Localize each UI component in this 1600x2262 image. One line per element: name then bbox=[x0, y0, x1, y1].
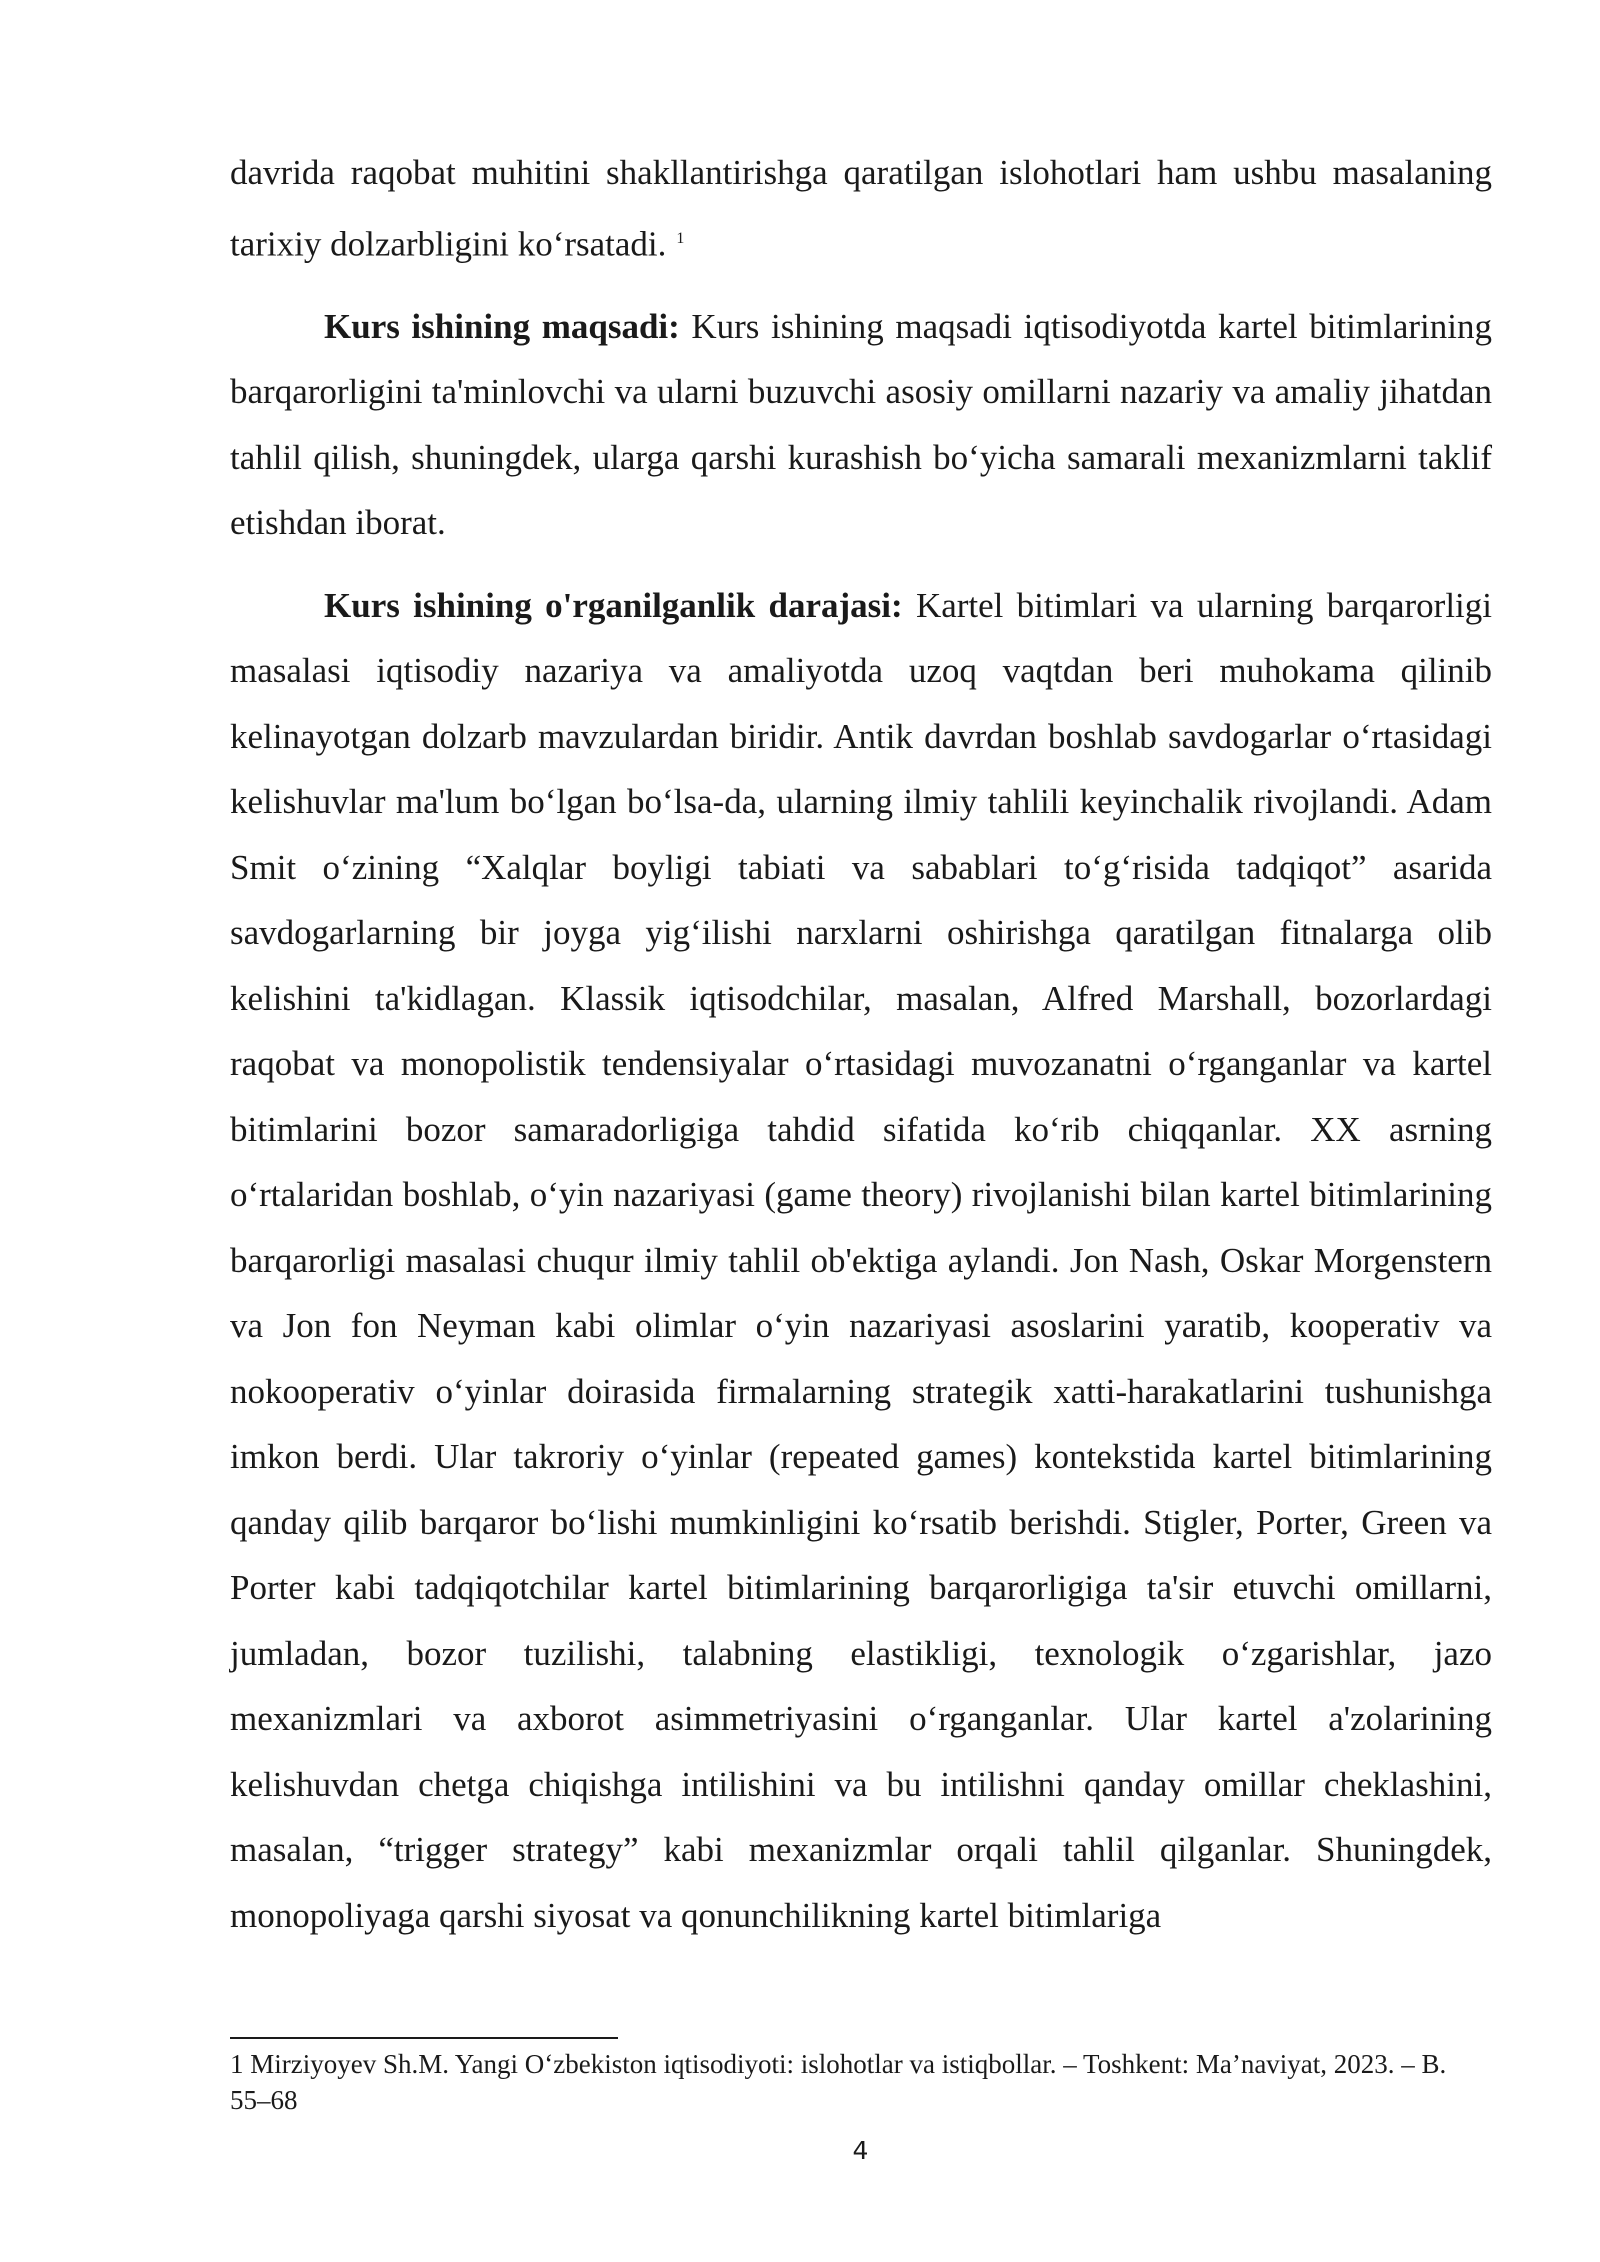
paragraph-continuation bbox=[230, 140, 1492, 277]
paragraph-text: Kurs ishining maqsadi iqtisodiyotda kartel bitimlarining barqarorligini ta'minlovchi va ularni buzuvchi asosiy omillarni nazariy va amaliy jihatdan tahlil qilish, shuningdek, ularga qarshi kurashish bo‘yicha samarali mexanizmlarni taklif etishdan iborat. bbox=[230, 306, 1492, 543]
paragraph-goal bbox=[230, 294, 1492, 556]
paragraph-text: Kartel bitimlari va ularning barqarorligi masalasi iqtisodiy nazariya va amaliyotda uzoq vaqtdan beri muhokama qilinib kelinayotgan dolzarb mavzulardan biridir. Antik davrdan boshlab savdogarlar o‘rtasidagi kelishuvlar ma'lum bo‘lgan bo‘lsa-da, ularning ilmiy tahlili keyinchalik rivojlandi. Adam Smit o‘zining “Xalqlar boyligi tabiati va sabablari to‘g‘risida tadqiqot” asarida savdogarlarning bir joyga yig‘ilishi narxlarni oshirishga qaratilgan fitnalarga olib kelishini ta'kidlagan. Klassik iqtisodchilar, masalan, Alfred Marshall, bozorlardagi raqobat va monopolistik tendensiyalar o‘rtasidagi muvozanatni o‘rganganlar va kartel bitimlarini bozor samaradorligiga tahdid sifatida ko‘rib chiqqanlar. XX asrning o‘rtalaridan boshlab, o‘yin nazariyasi (game theory) rivojlanishi bilan kartel bitimlarining barqarorligi masalasi chuqur ilmiy tahlil ob'ektiga aylandi. Jon Nash, Oskar Morgenstern va Jon fon Neyman kabi olimlar o‘yin nazariyasi asoslarini yaratib, kooperativ va nokooperativ o‘yinlar doirasida firmalarning strategik xatti-harakatlarini tushunishga imkon berdi. Ular takroriy o‘yinlar (repeated games) kontekstida kartel bitimlarining qanday qilib barqaror bo‘lishi mumkinligini ko‘rsatib berishdi. Stigler, Porter, Green va Porter kabi tadqiqotchilar kartel bitimlarining barqarorligiga ta'sir etuvchi omillarni, jumladan, bozor tuzilishi, talabning elastikligi, texnologik o‘zgarishlar, jazo mexanizmlari va axborot asimmetriyasini o‘rganganlar. Ular kartel a'zolarining kelishuvdan chetga chiqishga intilishini va bu intilishni qanday omillar cheklashini, masalan, “trigger strategy” kabi mexanizmlar orqali tahlil qilganlar. Shuningdek, monopoliyaga qarshi siyosat va qonunchilikning kartel bitimlariga bbox=[230, 585, 1492, 1935]
footnote-separator bbox=[230, 2037, 618, 2039]
footnote-reference[interactable]: 1 bbox=[676, 229, 685, 247]
paragraph-heading: Kurs ishining o'rganilganlik darajasi: bbox=[324, 585, 903, 625]
page-body bbox=[230, 140, 1492, 1965]
paragraph-study-level bbox=[230, 573, 1492, 1949]
paragraph-heading: Kurs ishining maqsadi: bbox=[324, 306, 680, 346]
footnote: 1 Mirziyoyev Sh.M. Yangi O‘zbekiston iqtisodiyoti: islohotlar va istiqbollar. – Toshkent: Ma’naviyat, 2023. – B. 55–68 bbox=[230, 2049, 1447, 2115]
paragraph-text: davrida raqobat muhitini shakllantirishga qaratilgan islohotlari ham ushbu masalaning tarixiy dolzarbligini ko‘rsatadi. bbox=[230, 153, 1492, 264]
page-number: 4 bbox=[852, 2136, 869, 2165]
